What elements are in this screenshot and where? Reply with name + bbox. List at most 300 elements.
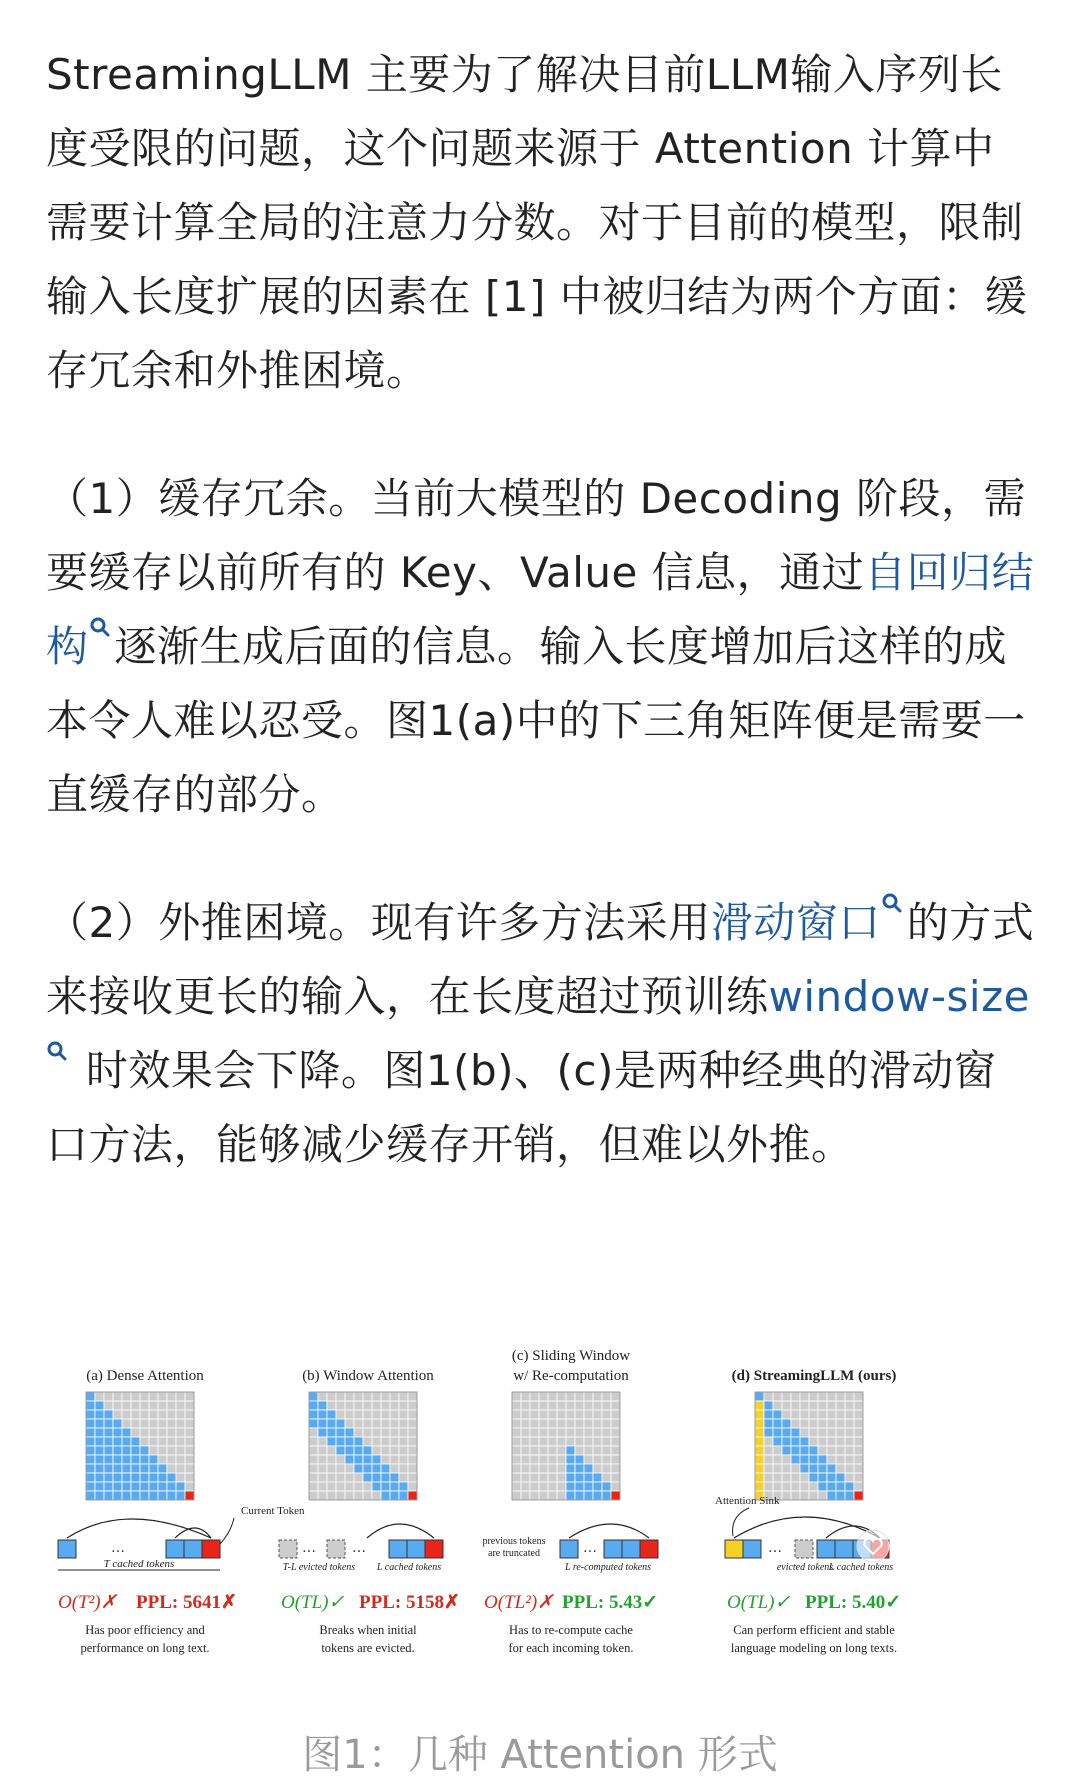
- attention-cell: [86, 1392, 95, 1401]
- attention-cell: [354, 1392, 363, 1401]
- attention-cell: [345, 1428, 354, 1437]
- attention-cell: [372, 1428, 381, 1437]
- attention-cell: [363, 1392, 372, 1401]
- attention-cell: [809, 1446, 818, 1455]
- attention-cell: [318, 1482, 327, 1491]
- attention-cell: [548, 1446, 557, 1455]
- attention-cell: [521, 1437, 530, 1446]
- attention-cell: [791, 1401, 800, 1410]
- attention-cell: [809, 1464, 818, 1473]
- attention-cell: [827, 1401, 836, 1410]
- attention-cell: [131, 1455, 140, 1464]
- attention-cell: [149, 1473, 158, 1482]
- attention-cell: [548, 1473, 557, 1482]
- attention-figure: [46, 1350, 1036, 1710]
- attention-cell: [755, 1428, 764, 1437]
- attention-cell: [95, 1410, 104, 1419]
- panel-description: tokens are evicted.: [321, 1641, 415, 1655]
- attention-cell: [354, 1419, 363, 1428]
- attention-cell: [818, 1473, 827, 1482]
- attention-cell: [149, 1482, 158, 1491]
- token-cell: [640, 1540, 658, 1558]
- attention-cell: [140, 1419, 149, 1428]
- attention-cell: [372, 1410, 381, 1419]
- attention-cell: [149, 1419, 158, 1428]
- attention-cell: [140, 1392, 149, 1401]
- attention-cell: [530, 1482, 539, 1491]
- ellipsis: …: [111, 1540, 125, 1556]
- token-cell: [560, 1540, 578, 1558]
- attention-cell: [755, 1446, 764, 1455]
- attention-cell: [611, 1392, 620, 1401]
- attention-cell: [390, 1428, 399, 1437]
- attention-cell: [381, 1491, 390, 1500]
- attention-cell: [363, 1410, 372, 1419]
- current-token-label: Current Token: [241, 1505, 305, 1517]
- token-cell: [58, 1540, 76, 1558]
- attention-arrow: [734, 1517, 880, 1538]
- attention-cell: [408, 1419, 417, 1428]
- attention-cell: [836, 1401, 845, 1410]
- attention-cell: [176, 1446, 185, 1455]
- attention-cell: [345, 1473, 354, 1482]
- attention-cell: [836, 1419, 845, 1428]
- attention-cell: [381, 1428, 390, 1437]
- attention-cell: [521, 1419, 530, 1428]
- search-icon[interactable]: [46, 1040, 68, 1070]
- attention-cell: [854, 1446, 863, 1455]
- attention-cell: [131, 1464, 140, 1473]
- attention-cell: [548, 1464, 557, 1473]
- attention-cell: [773, 1437, 782, 1446]
- attention-cell: [176, 1419, 185, 1428]
- attention-cell: [113, 1437, 122, 1446]
- attention-cell: [602, 1392, 611, 1401]
- attention-cell: [381, 1437, 390, 1446]
- attention-cell: [309, 1464, 318, 1473]
- attention-cell: [764, 1401, 773, 1410]
- attention-cell: [755, 1419, 764, 1428]
- attention-cell: [818, 1428, 827, 1437]
- panel-description: language modeling on long texts.: [730, 1641, 898, 1655]
- attention-cell: [336, 1392, 345, 1401]
- attention-cell: [408, 1482, 417, 1491]
- attention-cell: [158, 1410, 167, 1419]
- attention-cell: [167, 1392, 176, 1401]
- attention-cell: [557, 1464, 566, 1473]
- attention-cell: [827, 1464, 836, 1473]
- attention-cell: [539, 1455, 548, 1464]
- token-cell: [817, 1540, 835, 1558]
- panel-description: Can perform efficient and stable: [733, 1623, 895, 1637]
- attention-cell: [309, 1491, 318, 1500]
- attention-cell: [158, 1455, 167, 1464]
- attention-cell: [122, 1455, 131, 1464]
- attention-cell: [539, 1464, 548, 1473]
- attention-cell: [593, 1491, 602, 1500]
- attention-cell: [408, 1410, 417, 1419]
- attention-cell: [318, 1473, 327, 1482]
- attention-cell: [611, 1410, 620, 1419]
- attention-cell: [185, 1437, 194, 1446]
- attention-cell: [372, 1455, 381, 1464]
- attention-cell: [345, 1392, 354, 1401]
- attention-cell: [399, 1392, 408, 1401]
- attention-cell: [845, 1410, 854, 1419]
- attention-cell: [372, 1473, 381, 1482]
- attention-cell: [104, 1482, 113, 1491]
- attention-cell: [827, 1410, 836, 1419]
- link-window-size[interactable]: window-size: [768, 972, 1030, 1021]
- token-cell: [604, 1540, 622, 1558]
- attention-arrow: [569, 1524, 649, 1538]
- current-token-arrow: [220, 1518, 234, 1544]
- attention-cell: [791, 1464, 800, 1473]
- attention-cell: [602, 1455, 611, 1464]
- attention-cell: [809, 1473, 818, 1482]
- attention-cell: [309, 1455, 318, 1464]
- attention-cell: [176, 1410, 185, 1419]
- attention-cell: [611, 1473, 620, 1482]
- attention-cell: [363, 1455, 372, 1464]
- attention-cell: [818, 1419, 827, 1428]
- attention-cell: [773, 1455, 782, 1464]
- attention-cell: [408, 1392, 417, 1401]
- attention-cell: [566, 1473, 575, 1482]
- attention-cell: [122, 1446, 131, 1455]
- attention-cell: [557, 1446, 566, 1455]
- attention-cell: [548, 1437, 557, 1446]
- attention-cell: [548, 1410, 557, 1419]
- attention-cell: [782, 1392, 791, 1401]
- attention-cell: [363, 1473, 372, 1482]
- attention-cell: [602, 1428, 611, 1437]
- attention-cell: [791, 1455, 800, 1464]
- attention-cell: [557, 1482, 566, 1491]
- attention-cell: [611, 1428, 620, 1437]
- attention-cell: [95, 1437, 104, 1446]
- attention-cell: [539, 1437, 548, 1446]
- attention-cell: [755, 1464, 764, 1473]
- attention-cell: [104, 1491, 113, 1500]
- attention-cell: [318, 1419, 327, 1428]
- attention-cell: [140, 1491, 149, 1500]
- attention-cell: [845, 1482, 854, 1491]
- attention-cell: [512, 1410, 521, 1419]
- range-label: L cached tokens: [376, 1562, 442, 1573]
- ellipsis: …: [583, 1540, 597, 1556]
- attention-cell: [381, 1473, 390, 1482]
- attention-cell: [309, 1410, 318, 1419]
- attention-cell: [611, 1419, 620, 1428]
- attention-cell: [158, 1437, 167, 1446]
- attention-cell: [104, 1410, 113, 1419]
- attention-cell: [521, 1410, 530, 1419]
- attention-cell: [845, 1401, 854, 1410]
- attention-cell: [309, 1437, 318, 1446]
- attention-cell: [521, 1464, 530, 1473]
- attention-cell: [764, 1455, 773, 1464]
- attention-cell: [800, 1428, 809, 1437]
- attention-cell: [390, 1455, 399, 1464]
- attention-cell: [131, 1392, 140, 1401]
- attention-cell: [854, 1482, 863, 1491]
- attention-cell: [390, 1491, 399, 1500]
- attention-cell: [354, 1410, 363, 1419]
- attention-cell: [309, 1392, 318, 1401]
- attention-cell: [149, 1392, 158, 1401]
- panel-title: (c) Sliding Window: [511, 1350, 631, 1364]
- attention-cell: [521, 1491, 530, 1500]
- attention-cell: [512, 1473, 521, 1482]
- attention-cell: [86, 1473, 95, 1482]
- attention-cell: [86, 1464, 95, 1473]
- attention-cell: [167, 1473, 176, 1482]
- attention-cell: [336, 1419, 345, 1428]
- attention-cell: [345, 1437, 354, 1446]
- attention-cell: [158, 1401, 167, 1410]
- attention-cell: [185, 1392, 194, 1401]
- attention-cell: [800, 1419, 809, 1428]
- attention-cell: [593, 1401, 602, 1410]
- attention-cell: [309, 1482, 318, 1491]
- token-cell: [184, 1540, 202, 1558]
- attention-cell: [809, 1428, 818, 1437]
- attention-cell: [584, 1464, 593, 1473]
- attention-cell: [791, 1392, 800, 1401]
- attention-cell: [336, 1401, 345, 1410]
- search-icon[interactable]: [89, 616, 111, 646]
- attention-cell: [818, 1446, 827, 1455]
- attention-cell: [827, 1419, 836, 1428]
- attention-cell: [122, 1437, 131, 1446]
- attention-cell: [372, 1482, 381, 1491]
- attention-cell: [548, 1419, 557, 1428]
- attention-cell: [521, 1473, 530, 1482]
- attention-cell: [755, 1392, 764, 1401]
- attention-cell: [548, 1428, 557, 1437]
- attention-cell: [512, 1446, 521, 1455]
- attention-cell: [381, 1464, 390, 1473]
- attention-cell: [593, 1446, 602, 1455]
- attention-cell: [140, 1464, 149, 1473]
- attention-cell: [318, 1455, 327, 1464]
- attention-cell: [836, 1410, 845, 1419]
- attention-cell: [512, 1428, 521, 1437]
- attention-cell: [345, 1446, 354, 1455]
- attention-cell: [854, 1491, 863, 1500]
- attention-cell: [548, 1482, 557, 1491]
- attention-cell: [827, 1446, 836, 1455]
- attention-cell: [86, 1491, 95, 1500]
- attention-cell: [854, 1437, 863, 1446]
- attention-cell: [140, 1473, 149, 1482]
- attention-cell: [113, 1392, 122, 1401]
- attention-cell: [345, 1464, 354, 1473]
- attention-cell: [372, 1464, 381, 1473]
- attention-cell: [140, 1482, 149, 1491]
- attention-cell: [131, 1473, 140, 1482]
- attention-cell: [791, 1437, 800, 1446]
- token-cell: [743, 1540, 761, 1558]
- attention-cell: [390, 1392, 399, 1401]
- paragraph-intro: [46, 38, 1036, 408]
- attention-cell: [557, 1428, 566, 1437]
- ppl-label: PPL: 5.40✓: [805, 1592, 902, 1613]
- attention-cell: [566, 1392, 575, 1401]
- attention-cell: [176, 1464, 185, 1473]
- attention-cell: [854, 1392, 863, 1401]
- attention-cell: [336, 1428, 345, 1437]
- token-cell: [425, 1540, 443, 1558]
- attention-cell: [557, 1401, 566, 1410]
- attention-cell: [399, 1446, 408, 1455]
- attention-cell: [530, 1437, 539, 1446]
- attention-cell: [167, 1491, 176, 1500]
- panel-description: Has poor efficiency and: [85, 1623, 205, 1637]
- attention-cell: [854, 1464, 863, 1473]
- attention-cell: [845, 1473, 854, 1482]
- paragraph-text: 的方式来接收更长的输入，在长度超过预训练: [46, 898, 1035, 1021]
- attention-cell: [336, 1464, 345, 1473]
- attention-cell: [602, 1401, 611, 1410]
- attention-sink-label: Attention Sink: [715, 1495, 780, 1507]
- ellipsis: …: [352, 1540, 366, 1556]
- attention-cell: [381, 1482, 390, 1491]
- attention-cell: [836, 1482, 845, 1491]
- attention-cell: [845, 1491, 854, 1500]
- attention-cell: [345, 1419, 354, 1428]
- token-cell: [389, 1540, 407, 1558]
- attention-cell: [800, 1392, 809, 1401]
- attention-cell: [584, 1491, 593, 1500]
- attention-cell: [764, 1419, 773, 1428]
- attention-cell: [86, 1446, 95, 1455]
- attention-cell: [764, 1446, 773, 1455]
- attention-cell: [354, 1464, 363, 1473]
- attention-cell: [530, 1464, 539, 1473]
- panel-description: Has to re-compute cache: [509, 1623, 633, 1637]
- attention-cell: [791, 1482, 800, 1491]
- attention-cell: [593, 1437, 602, 1446]
- attention-cell: [131, 1410, 140, 1419]
- attention-cell: [185, 1491, 194, 1500]
- attention-cell: [158, 1464, 167, 1473]
- attention-cell: [836, 1473, 845, 1482]
- attention-cell: [836, 1392, 845, 1401]
- attention-cell: [185, 1464, 194, 1473]
- attention-cell: [381, 1455, 390, 1464]
- paragraph-text: 逐渐生成后面的信息。输入长度增加后这样的成本令人难以忍受。图1(a)中的下三角矩阵便是需要一直缓存的部分。: [46, 622, 1026, 819]
- attention-cell: [131, 1428, 140, 1437]
- attention-cell: [530, 1392, 539, 1401]
- attention-cell: [327, 1419, 336, 1428]
- attention-cell: [512, 1491, 521, 1500]
- attention-cell: [104, 1392, 113, 1401]
- attention-cell: [113, 1491, 122, 1500]
- token-cell: [725, 1540, 743, 1558]
- attention-cell: [566, 1455, 575, 1464]
- attention-cell: [363, 1428, 372, 1437]
- search-icon[interactable]: [881, 892, 903, 922]
- attention-cell: [185, 1410, 194, 1419]
- attention-cell: [827, 1473, 836, 1482]
- attention-cell: [149, 1437, 158, 1446]
- attention-cell: [176, 1455, 185, 1464]
- attention-cell: [318, 1392, 327, 1401]
- attention-cell: [755, 1482, 764, 1491]
- attention-cell: [755, 1437, 764, 1446]
- attention-cell: [309, 1401, 318, 1410]
- attention-cell: [354, 1401, 363, 1410]
- attention-cell: [336, 1482, 345, 1491]
- attention-cell: [408, 1437, 417, 1446]
- attention-cell: [782, 1428, 791, 1437]
- attention-cell: [611, 1446, 620, 1455]
- attention-cell: [530, 1410, 539, 1419]
- attention-cell: [818, 1491, 827, 1500]
- attention-cell: [185, 1455, 194, 1464]
- attention-cell: [854, 1401, 863, 1410]
- attention-cell: [791, 1491, 800, 1500]
- attention-cell: [593, 1428, 602, 1437]
- attention-cell: [557, 1437, 566, 1446]
- attention-cell: [557, 1455, 566, 1464]
- attention-cell: [95, 1392, 104, 1401]
- attention-cell: [539, 1401, 548, 1410]
- panel-description: Breaks when initial: [319, 1623, 417, 1637]
- attention-cell: [854, 1473, 863, 1482]
- panel-title: (a) Dense Attention: [86, 1368, 204, 1384]
- attention-cell: [755, 1473, 764, 1482]
- attention-cell: [548, 1455, 557, 1464]
- attention-cell: [381, 1446, 390, 1455]
- attention-cell: [318, 1410, 327, 1419]
- attention-cell: [327, 1473, 336, 1482]
- attention-cell: [408, 1473, 417, 1482]
- attention-cell: [575, 1419, 584, 1428]
- attention-cell: [158, 1446, 167, 1455]
- link-autoregressive[interactable]: 自回归结构: [46, 548, 1035, 671]
- attention-cell: [539, 1428, 548, 1437]
- attention-cell: [327, 1491, 336, 1500]
- attention-cell: [512, 1482, 521, 1491]
- link-sliding-window[interactable]: 滑动窗口: [710, 898, 881, 947]
- attention-cell: [336, 1491, 345, 1500]
- attention-cell: [185, 1446, 194, 1455]
- attention-cell: [86, 1410, 95, 1419]
- attention-cell: [593, 1419, 602, 1428]
- attention-cell: [354, 1491, 363, 1500]
- attention-cell: [140, 1410, 149, 1419]
- attention-cell: [122, 1473, 131, 1482]
- panel-description: for each incoming token.: [508, 1641, 634, 1655]
- article-body: [46, 38, 1036, 1182]
- attention-cell: [818, 1455, 827, 1464]
- attention-cell: [95, 1464, 104, 1473]
- attention-cell: [176, 1473, 185, 1482]
- attention-cell: [185, 1473, 194, 1482]
- attention-cell: [140, 1437, 149, 1446]
- attention-cell: [566, 1464, 575, 1473]
- attention-cell: [354, 1446, 363, 1455]
- attention-cell: [512, 1419, 521, 1428]
- attention-cell: [95, 1473, 104, 1482]
- token-cell: [166, 1540, 184, 1558]
- attention-cell: [791, 1446, 800, 1455]
- attention-cell: [95, 1428, 104, 1437]
- attention-cell: [318, 1401, 327, 1410]
